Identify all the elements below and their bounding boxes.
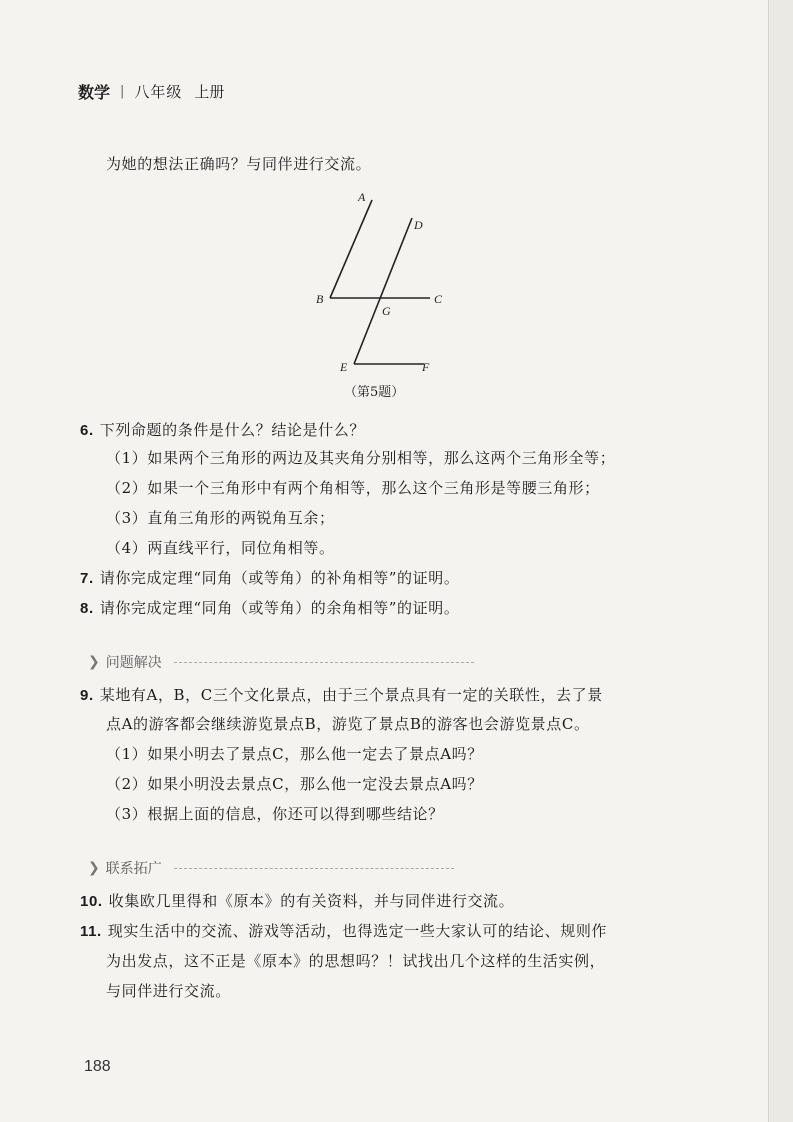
chevron-right-icon: ❯ [88, 860, 100, 876]
q11-line-2: 为出发点，这不正是《原本》的思想吗？！试找出几个这样的生活实例， [106, 952, 606, 970]
q11-line-1 [80, 920, 607, 941]
q8 [80, 597, 459, 618]
q7-text: 请你完成定理“同角（或等角）的补角相等”的证明。 [99, 569, 460, 587]
q9-item-3: （3）根据上面的信息，你还可以得到哪些结论？ [106, 805, 444, 823]
chevron-right-icon: ❯ [88, 654, 100, 670]
label-g: G [382, 304, 391, 318]
q6-item-1: （1）如果两个三角形的两边及其夹角分别相等，那么这两个三角形全等； [106, 449, 616, 467]
q6-item-2: （2）如果一个三角形中有两个角相等，那么这个三角形是等腰三角形； [106, 479, 600, 497]
q9-item-1: （1）如果小明去了景点C，那么他一定去了景点A吗？ [106, 745, 483, 763]
page-number: 188 [84, 1058, 111, 1075]
header-subject: 数学 [78, 83, 111, 102]
section-problem-solving [88, 652, 474, 672]
q8-number: 8. [80, 600, 94, 617]
page-header [78, 80, 224, 103]
q7 [80, 567, 459, 588]
q9-line-2: 点A的游客都会继续游览景点B，游览了景点B的游客也会游览景点C。 [106, 715, 590, 733]
label-d: D [414, 218, 423, 232]
q9-line-1 [80, 684, 603, 705]
q11-text-1: 现实生活中的交流、游戏等活动，也得选定一些大家认可的结论、规则作 [107, 922, 608, 940]
section-extend-title: 联系拓广 [105, 861, 162, 877]
q10 [80, 890, 514, 911]
q11-line-3: 与同伴进行交流。 [106, 982, 231, 1000]
q8-text: 请你完成定理“同角（或等角）的余角相等”的证明。 [99, 599, 460, 617]
q11-number: 11. [80, 923, 102, 940]
q10-number: 10. [80, 893, 103, 910]
page-edge [768, 0, 793, 1122]
geometry-figure [300, 188, 460, 378]
q5-tail-text: 为她的想法正确吗？与同伴进行交流。 [106, 155, 372, 173]
label-b: B [316, 292, 324, 306]
section-divider [174, 868, 454, 869]
label-f: F [422, 360, 430, 374]
label-c: C [434, 292, 443, 306]
line-ab [330, 200, 372, 298]
q7-number: 7. [80, 570, 94, 587]
q6-number: 6. [80, 422, 94, 439]
q9-text-1: 某地有A，B，C三个文化景点，由于三个景点具有一定的关联性，去了景 [99, 686, 603, 704]
figure-lines [300, 188, 460, 378]
line-de [354, 218, 412, 364]
q6-stem [80, 419, 365, 440]
section-extension [88, 858, 454, 878]
section-divider [174, 662, 474, 663]
figure-caption: （第5题） [344, 385, 405, 400]
q6-item-3: （3）直角三角形的两锐角互余； [106, 509, 335, 527]
label-e: E [340, 360, 348, 374]
section-problem-title: 问题解决 [105, 655, 162, 671]
label-a: A [358, 190, 366, 204]
header-volume: 上册 [194, 83, 225, 101]
q6-item-4: （4）两直线平行，同位角相等。 [106, 539, 335, 557]
q9-number: 9. [80, 687, 94, 704]
q9-item-2: （2）如果小明没去景点C，那么他一定没去景点A吗？ [106, 775, 483, 793]
header-separator: | [120, 84, 125, 99]
header-grade: 八年级 [134, 83, 183, 101]
q10-text: 收集欧几里得和《原本》的有关资料，并与同伴进行交流。 [108, 892, 515, 910]
q6-text: 下列命题的条件是什么？结论是什么？ [99, 421, 365, 439]
